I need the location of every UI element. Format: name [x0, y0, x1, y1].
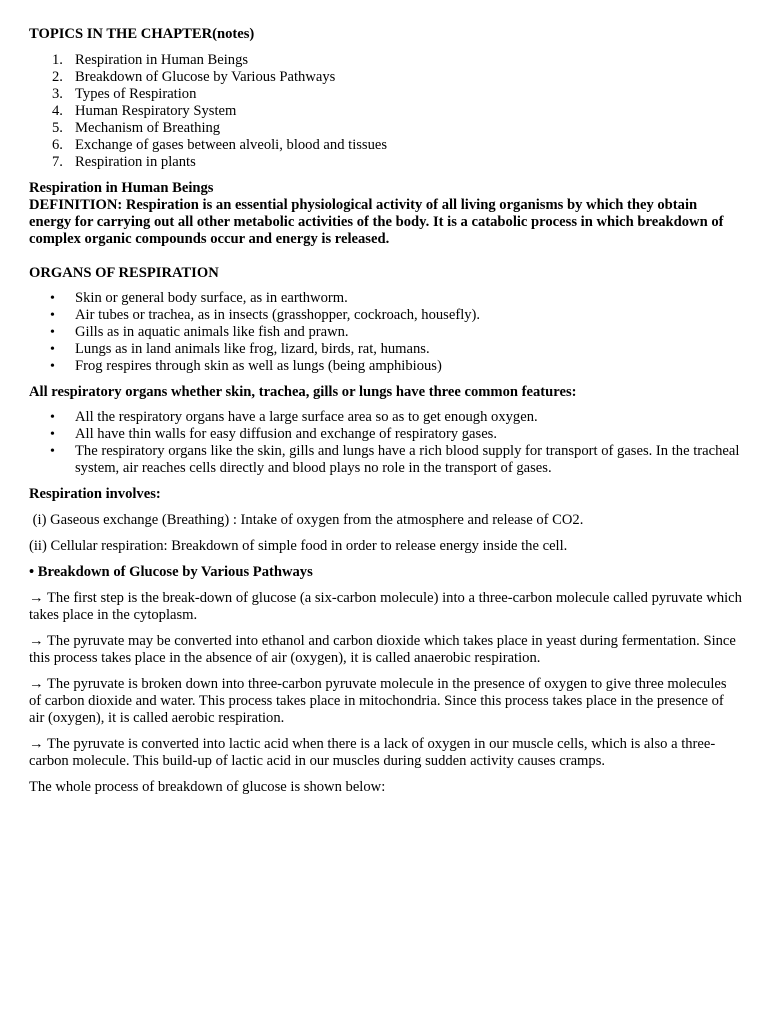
paragraph-text: The first step is the break-down of glucose (a six-carbon molecule) into a three-carbon molecule called pyruvate which takes place in the cytoplasm. [29, 590, 742, 623]
bullet-icon: • [50, 325, 55, 340]
topic-number: 7. [52, 154, 63, 170]
topic-number: 2. [52, 69, 63, 85]
gaseous-exchange-text: (i) Gaseous exchange (Breathing) : Intake of oxygen from the atmosphere and release of CO2. [29, 512, 584, 528]
organs-heading: ORGANS OF RESPIRATION [29, 265, 219, 281]
list-item [29, 324, 742, 341]
topic-label: Types of Respiration [75, 86, 197, 102]
list-item-text: Frog respires through skin as well as lungs (being amphibious) [75, 358, 442, 374]
arrow-icon: → [29, 633, 44, 649]
topic-number: 4. [52, 103, 63, 119]
cellular-respiration-text: (ii) Cellular respiration: Breakdown of simple food in order to release energy inside the cell. [29, 538, 568, 554]
topics-heading: TOPICS IN THE CHAPTER(notes) [29, 26, 255, 42]
bullet-icon: • [50, 427, 55, 442]
topic-number: 1. [52, 52, 63, 68]
topic-number: 5. [52, 120, 63, 136]
list-item [29, 290, 742, 307]
topic-item [29, 120, 742, 137]
list-item [29, 307, 742, 324]
topic-label: Breakdown of Glucose by Various Pathways [75, 69, 336, 85]
list-item-text: Air tubes or trachea, as in insects (grasshopper, cockroach, housefly). [75, 307, 481, 323]
definition-text: DEFINITION: Respiration is an essential physiological activity of all living organisms by which they obtain energy for carrying out all other metabolic activities of the body. It is a catabolic process in which breakdown of complex organic compounds occur and energy is released. [29, 197, 724, 247]
topic-item [29, 137, 742, 154]
topic-label: Respiration in Human Beings [75, 52, 249, 68]
bullet-icon: • [50, 444, 55, 459]
features-list [29, 409, 742, 477]
topics-list [29, 52, 742, 171]
bullet-icon: • [50, 308, 55, 323]
arrow-icon: → [29, 676, 44, 692]
list-item-text: Gills as in aquatic animals like fish and prawn. [75, 324, 349, 340]
topic-item [29, 52, 742, 69]
section-title-respiration: Respiration in Human Beings [29, 180, 214, 196]
topic-item [29, 86, 742, 103]
glucose-heading: • Breakdown of Glucose by Various Pathways [29, 564, 313, 580]
topic-label: Respiration in plants [75, 154, 196, 170]
bullet-icon: • [50, 359, 55, 374]
arrow-icon: → [29, 736, 44, 752]
list-item-text: All have thin walls for easy diffusion and exchange of respiratory gases. [75, 426, 498, 442]
organs-list [29, 290, 742, 375]
list-item-text: Skin or general body surface, as in earthworm. [75, 290, 348, 306]
topic-item [29, 154, 742, 171]
list-item [29, 409, 742, 426]
list-item-text: All the respiratory organs have a large surface area so as to get enough oxygen. [75, 409, 538, 425]
topic-item [29, 69, 742, 86]
involves-heading: Respiration involves: [29, 486, 161, 502]
topic-number: 6. [52, 137, 63, 153]
bullet-icon: • [50, 410, 55, 425]
list-item [29, 443, 742, 477]
features-heading: All respiratory organs whether skin, trachea, gills or lungs have three common features: [29, 384, 577, 400]
glucose-paragraph [29, 590, 742, 624]
list-item [29, 358, 742, 375]
arrow-icon: → [29, 590, 44, 606]
closing-text: The whole process of breakdown of glucose is shown below: [29, 779, 386, 795]
glucose-paragraph [29, 676, 742, 727]
topic-number: 3. [52, 86, 63, 102]
list-item-text: The respiratory organs like the skin, gills and lungs have a rich blood supply for transport of gases. In the tracheal system, air reaches cells directly and blood plays no role in the transport of gases. [75, 443, 740, 476]
paragraph-text: The pyruvate may be converted into ethanol and carbon dioxide which takes place in yeast during fermentation. Since this process takes place in the absence of air (oxygen), it is called anaerobic respiration. [29, 633, 736, 666]
glucose-paragraph [29, 633, 742, 667]
topic-label: Mechanism of Breathing [75, 120, 221, 136]
paragraph-text: The pyruvate is converted into lactic acid when there is a lack of oxygen in our muscle cells, which is also a three-carbon molecule. This build-up of lactic acid in our muscles during sudden activity causes cramps. [29, 736, 716, 769]
glucose-paragraph [29, 736, 742, 770]
topic-label: Exchange of gases between alveoli, blood and tissues [75, 137, 388, 153]
topic-item [29, 103, 742, 120]
list-item [29, 341, 742, 358]
bullet-icon: • [50, 291, 55, 306]
list-item [29, 426, 742, 443]
list-item-text: Lungs as in land animals like frog, lizard, birds, rat, humans. [75, 341, 430, 357]
paragraph-text: The pyruvate is broken down into three-carbon pyruvate molecule in the presence of oxygen to give three molecules of carbon dioxide and water. This process takes place in mitochondria. Since this process takes place in the presence of air (oxygen), it is called aerobic respiration. [29, 676, 727, 726]
bullet-icon: • [50, 342, 55, 357]
topic-label: Human Respiratory System [75, 103, 237, 119]
